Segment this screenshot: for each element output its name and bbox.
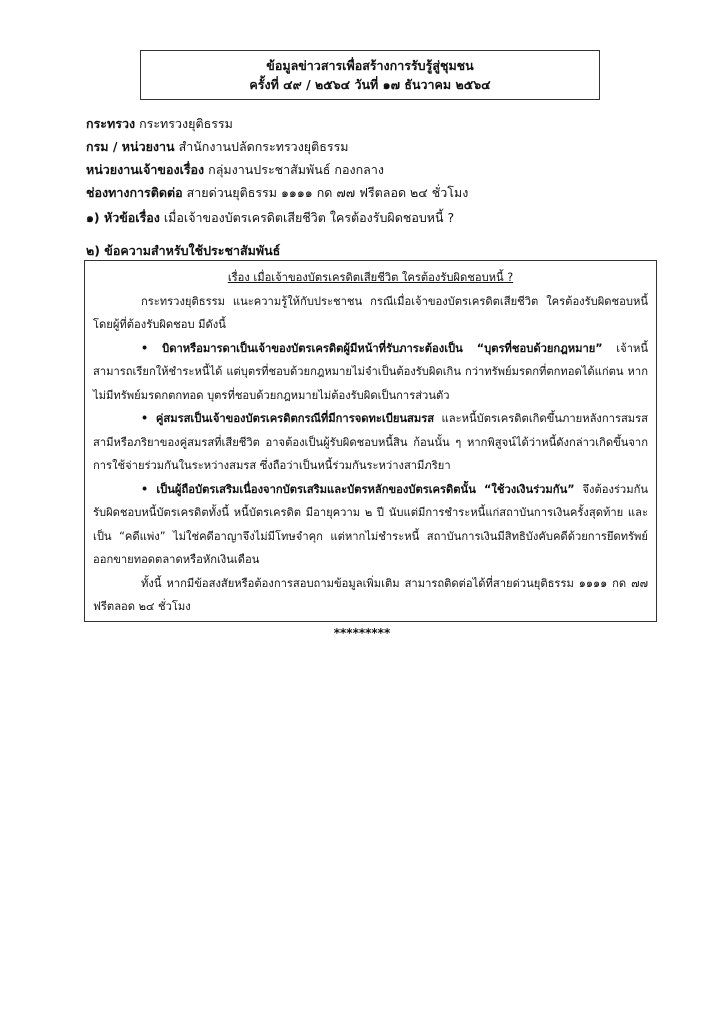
paragraph-3-bold: • เป็นผู้ถือบัตรเสริมเนื่องจากบัตรเสริมและบัตรหลักของบัตรเครดิตนั้น “ใช้วงเงินร่วมกัน” bbox=[141, 482, 575, 496]
section2-label: ๒) ข้อความสำหรับใช้ประชาสัมพันธ์ bbox=[86, 243, 281, 258]
meta-dept bbox=[86, 135, 686, 158]
meta-ministry-value: กระทรวงยุติธรรม bbox=[139, 116, 233, 131]
header-issue: ครั้งที่ ๔๙ / ๒๕๖๔ วันที่ ๑๗ ธันวาคม ๒๕๖๔ bbox=[249, 77, 491, 92]
paragraph-2-text: และหนี้บัตรเครดิตเกิดขึ้นภายหลังการสมรส สามีหรือภริยาของคู่สมรสที่เสียชีวิต อาจต้องเป็นผู้รับผิดชอบหนี้สิน ก้อนนั้น ๆ หากพิสูจน์ได้ว่าหนี้ดังกล่าวเกิดขึ้นจากการใช้จ่ายร่วมกันในระหว่างสมรส ซึ่งถือว่าเป็นหนี้ร่วมกันระหว่างสามีภริยา bbox=[93, 412, 648, 472]
meta-contact bbox=[86, 181, 686, 204]
content-paragraph-2 bbox=[93, 407, 648, 478]
header-box bbox=[140, 50, 600, 100]
content-closing: ทั้งนี้ หากมีข้อสงสัยหรือต้องการสอบถามข้อมูลเพิ่มเติม สามารถติดต่อได้ที่สายด่วนยุติธรรม ๑๑๑๑ กด ๗๗ ฟรีตลอด ๒๔ ชั่วโมง bbox=[93, 576, 648, 613]
meta-dept-label: กรม / หน่วยงาน bbox=[86, 139, 175, 154]
paragraph-2-bold: • คู่สมรสเป็นเจ้าของบัตรเครดิตกรณีที่มีการจดทะเบียนสมรส bbox=[141, 412, 435, 425]
meta-contact-label: ช่องทางการติดต่อ bbox=[86, 185, 183, 200]
section1-value: เมื่อเจ้าของบัตรเครดิตเสียชีวิต ใครต้องรับผิดชอบหนี้ ? bbox=[163, 210, 455, 225]
meta-block bbox=[86, 112, 686, 204]
meta-dept-value: สำนักงานปลัดกระทรวงยุติธรรม bbox=[178, 139, 349, 154]
header-title: ข้อมูลข่าวสารเพื่อสร้างการรับรู้สู่ชุมชน bbox=[266, 58, 474, 73]
meta-owner-value: กลุ่มงานประชาสัมพันธ์ กองกลาง bbox=[208, 162, 384, 177]
paragraph-3-text: จึงต้องร่วมกันรับผิดชอบหนี้บัตรเครดิตทั้งนี้ หนี้บัตรเครดิต มีอายุความ ๒ ปี นับแต่มีการชำระหนี้แก่สถาบันการเงินครั้งสุดท้าย และเป็น “คดีแพ่ง” ไม่ใช่คดีอาญาจึงไม่มีโทษจำคุก แต่หากไม่ชำระหนี้ สถาบันการเงินมีสิทธิบังคับคดีด้วยการยึดทรัพย์ออกขายทอดตลาดหรือหักเงินเดือน bbox=[93, 482, 649, 566]
paragraph-1-text: เจ้าหนี้สามารถเรียกให้ชำระหนี้ได้ แต่บุตรที่ชอบด้วยกฎหมายไม่จำเป็นต้องรับผิดเกิน กว่าทรัพย์มรดกที่ตกทอดได้แก่ตน หากไม่มีทรัพย์มรดกตกทอด บุตรที่ชอบด้วยกฎหมายไม่ต้องรับผิดเป็นการส่วนตัว bbox=[93, 341, 648, 402]
content-box bbox=[84, 260, 657, 622]
paragraph-1-bold: • บิดาหรือมารดาเป็นเจ้าของบัตรเครดิตผู้มีหน้าที่รับภาระต้องเป็น “บุตรที่ชอบด้วยกฎหมาย” bbox=[141, 341, 603, 355]
meta-contact-value: สายด่วนยุติธรรม ๑๑๑๑ กด ๗๗ ฟรีตลอด ๒๔ ชั่วโมง bbox=[186, 185, 469, 200]
footer-stars: ********* bbox=[333, 626, 391, 640]
content-paragraph-1 bbox=[93, 337, 648, 408]
meta-ministry bbox=[86, 112, 686, 135]
meta-ministry-label: กระทรวง bbox=[86, 116, 136, 131]
content-title: เรื่อง เมื่อเจ้าของบัตรเครดิตเสียชีวิต ใครต้องรับผิดชอบหนี้ ? bbox=[227, 271, 514, 284]
meta-owner bbox=[86, 158, 686, 181]
section1 bbox=[86, 208, 454, 228]
content-intro: กระทรวงยุติธรรม แนะความรู้ให้กับประชาชน กรณีเมื่อเจ้าของบัตรเครดิตเสียชีวิต ใครต้องรับผิดชอบหนี้ โดยผู้ที่ต้องรับผิดชอบ มีดังนี้ bbox=[93, 294, 648, 331]
meta-owner-label: หน่วยงานเจ้าของเรื่อง bbox=[86, 162, 205, 177]
section1-label: ๑) หัวข้อเรื่อง bbox=[86, 210, 160, 225]
content-paragraph-3 bbox=[93, 478, 648, 572]
